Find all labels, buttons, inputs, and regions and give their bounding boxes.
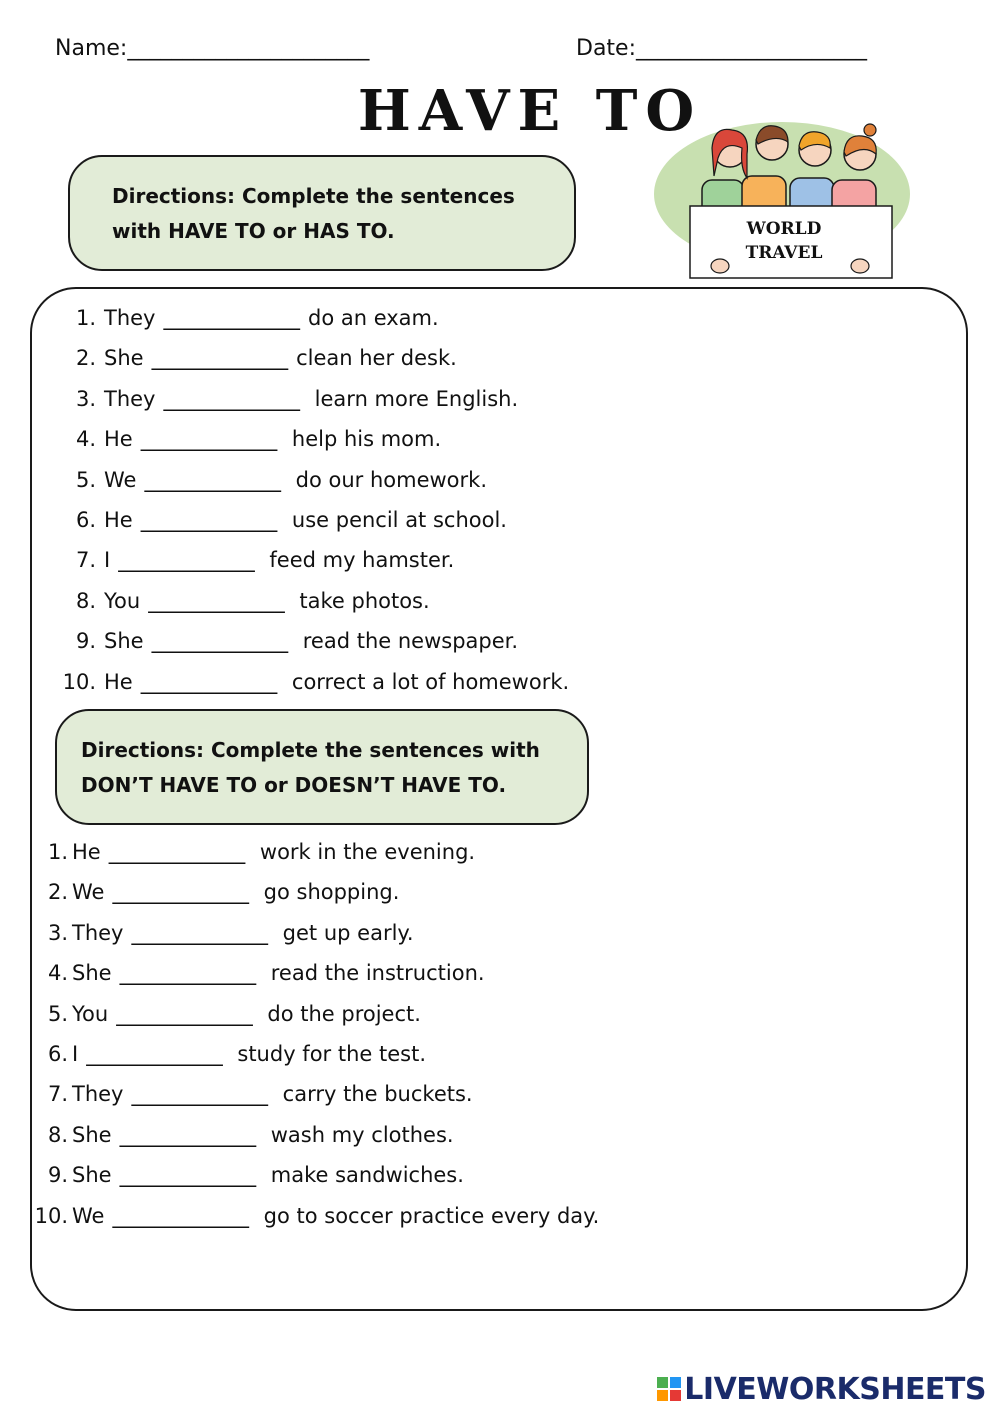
people-holding-sign-icon [652,118,912,283]
sentence-number: 2. [47,880,68,905]
answer-blank[interactable]: _____________ [112,1203,249,1228]
answer-blank[interactable]: _____________ [151,346,289,371]
sentence-row [30,961,485,985]
answer-blank[interactable]: _____________ [151,629,289,654]
answer-blank[interactable]: _____________ [116,1001,253,1026]
sentence-rest: read the instruction. [264,961,485,986]
sentence-subject: We [72,1203,105,1228]
answer-blank[interactable]: _____________ [140,427,278,452]
sign-line2: TRAVEL [745,243,823,263]
sentence-row [30,1042,426,1066]
sentence-number: 2. [75,346,96,371]
sentence-row [58,387,518,411]
sentence-rest: go to soccer practice every day. [256,1203,600,1228]
sentence-rest: read the newspaper. [296,629,519,654]
sentence-number: 3. [75,386,96,411]
sentence-row [30,1082,473,1106]
sentence-number: 1. [75,306,96,330]
answer-blank[interactable]: _____________ [163,386,300,411]
sentence-subject: She [72,961,112,986]
liveworksheets-logo [657,1372,986,1407]
sentence-rest: correct a lot of homework. [285,669,570,694]
answer-blank[interactable]: _____________ [86,1042,223,1066]
sentence-number: 7. [75,548,96,573]
sentence-number: 1. [47,840,68,864]
sentence-subject: I [72,1042,79,1066]
sentence-subject: We [72,880,105,905]
sentence-rest: feed my hamster. [262,548,455,573]
sentence-subject: He [104,669,133,694]
sentence-subject: She [104,346,144,371]
page-title: HAVE TO [357,78,703,144]
sentence-row [58,306,439,330]
sentence-rest: do an exam. [308,306,439,330]
sentence-number: 10. [62,669,96,694]
sentence-row [58,427,441,451]
sentence-row [30,880,399,904]
directions-box-1 [68,155,576,271]
sentence-rest: do the project. [260,1001,421,1026]
answer-blank[interactable]: _____________ [131,920,268,945]
sentence-number: 4. [47,961,68,986]
sentence-rest: take photos. [292,588,430,613]
sentence-subject: We [104,467,137,492]
directions-2-line2: DON’T HAVE TO or DOESN’T HAVE TO. [81,773,507,797]
sentence-rest: study for the test. [230,1042,426,1066]
answer-blank[interactable]: _____________ [140,669,278,694]
answer-blank[interactable]: _____________ [112,880,249,905]
directions-2-line1: Directions: Complete the sentences with [81,738,540,762]
sentence-number: 4. [75,427,96,452]
directions-box-2 [55,709,589,825]
answer-blank[interactable]: _____________ [119,1163,257,1188]
sentence-rest: wash my clothes. [264,1122,454,1147]
sentence-row [58,346,457,370]
sentence-subject: You [72,1001,109,1026]
sentence-number: 8. [75,588,96,613]
sentence-rest: carry the buckets. [276,1082,473,1107]
sentence-row [30,1002,421,1026]
answer-blank[interactable]: _____________ [119,1122,257,1147]
sentence-number: 3. [47,920,68,945]
sentence-subject: He [104,508,133,532]
sentence-subject: They [104,306,156,330]
directions-1-line2: with HAVE TO or HAS TO. [112,219,395,243]
sentence-subject: She [72,1163,112,1188]
liveworksheets-logo-icon [657,1374,681,1398]
sentence-row [30,1204,599,1228]
liveworksheets-logo-text: LIVEWORKSHEETS [684,1372,986,1407]
sentence-number: 9. [75,629,96,654]
answer-blank[interactable]: _____________ [118,548,255,573]
sentence-rest: work in the evening. [253,840,476,864]
world-travel-illustration [652,118,912,283]
sentence-row [58,589,430,613]
sentence-row [30,1163,464,1187]
sentence-rest: make sandwiches. [264,1163,464,1188]
sentence-number: 5. [47,1001,68,1026]
sentence-row [58,508,507,532]
sentence-row [58,468,487,492]
answer-blank[interactable]: _____________ [148,588,285,613]
sentence-subject: She [104,629,144,654]
sentence-row [30,840,475,864]
sentence-rest: go shopping. [256,880,400,905]
date-field-label: Date:_____________________ [576,36,867,61]
sentence-number: 6. [47,1042,68,1066]
sentence-number: 7. [47,1082,68,1107]
sentence-rest: do our homework. [288,467,487,492]
sentence-subject: They [72,920,124,945]
sentence-number: 10. [34,1203,68,1228]
sentence-number: 8. [47,1122,68,1147]
sentence-subject: You [104,588,141,613]
sentence-subject: He [104,427,133,452]
sentence-subject: I [104,548,111,573]
answer-blank[interactable]: _____________ [131,1082,268,1107]
answer-blank[interactable]: _____________ [140,508,278,532]
sentence-rest: help his mom. [285,427,442,452]
answer-blank[interactable]: _____________ [144,467,281,492]
sign-line1: WORLD [746,219,822,239]
sentence-row [58,629,518,653]
sentence-subject: She [72,1122,112,1147]
sentence-rest: get up early. [276,920,414,945]
sentence-row [30,921,414,945]
sentence-row [30,1123,454,1147]
answer-blank[interactable]: _____________ [119,961,257,986]
sentence-row [58,548,454,572]
sentence-number: 9. [47,1163,68,1188]
sentence-subject: They [104,386,156,411]
name-field-label: Name:______________________ [55,36,370,61]
sentence-subject: He [72,840,101,864]
sentence-rest: use pencil at school. [285,508,507,532]
sentence-subject: They [72,1082,124,1107]
sentence-rest: learn more English. [308,386,519,411]
sentence-number: 5. [75,467,96,492]
sentence-row [58,670,569,694]
sentence-rest: clean her desk. [296,346,457,371]
answer-blank[interactable]: _____________ [163,306,300,330]
answer-blank[interactable]: _____________ [108,840,246,864]
sentence-number: 6. [75,508,96,532]
directions-1-line1: Directions: Complete the sentences [112,184,515,208]
